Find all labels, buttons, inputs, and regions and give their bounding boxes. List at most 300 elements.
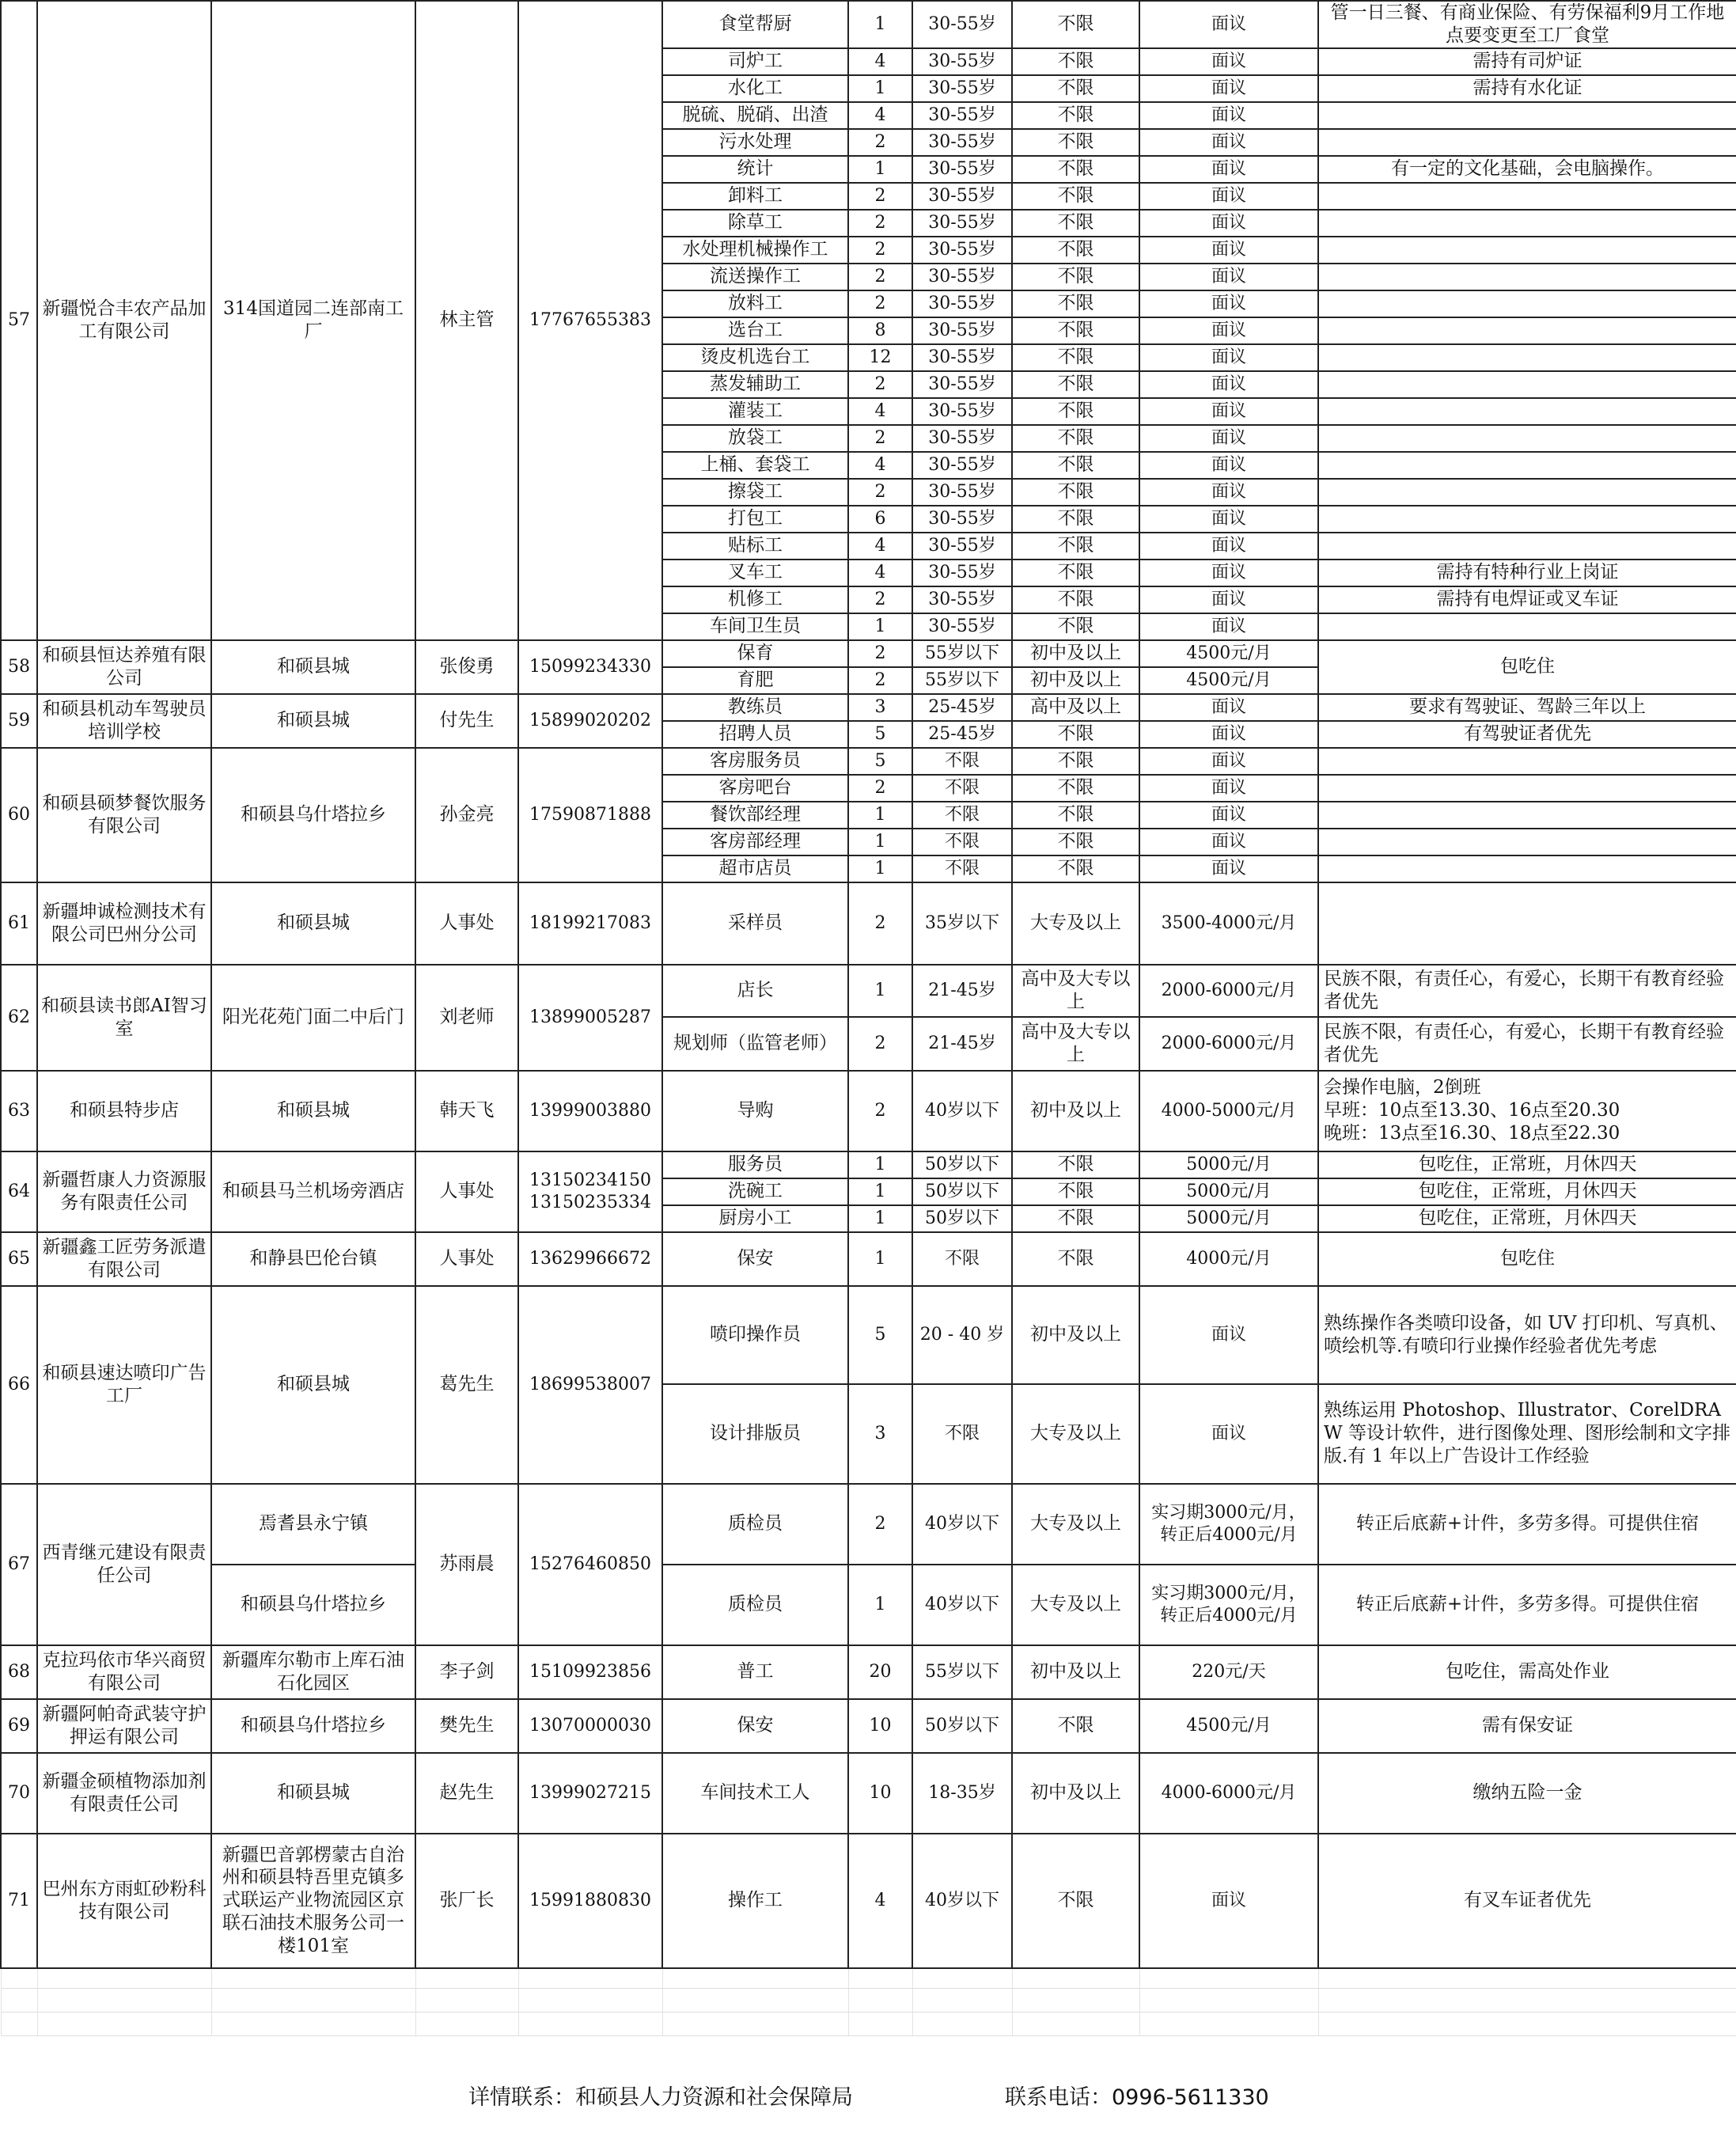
age-requirement-cell: 40岁以下 [912,1071,1012,1151]
empty-cell [1012,2013,1139,2036]
salary-cell: 4000-5000元/月 [1139,1071,1318,1151]
job-title-cell: 餐饮部经理 [662,802,848,829]
job-notes-cell [1318,748,1736,775]
phone-cell: 13899005287 [518,965,662,1071]
headcount-cell: 1 [848,1151,912,1178]
empty-cell [37,1968,211,1989]
job-title-cell: 蒸发辅助工 [662,371,848,398]
job-title-cell: 打包工 [662,506,848,533]
empty-cell [848,2013,912,2036]
job-notes-cell: 需持有水化证 [1318,75,1736,102]
empty-row [1,1989,1736,2013]
job-title-cell: 导购 [662,1071,848,1151]
headcount-cell: 2 [848,1484,912,1565]
job-notes-cell [1318,102,1736,129]
row-number-cell: 68 [1,1645,37,1699]
salary-cell: 4000-6000元/月 [1139,1753,1318,1834]
phone-cell: 15099234330 [518,640,662,694]
phone-cell: 17590871888 [518,748,662,882]
education-cell: 不限 [1012,425,1139,452]
company-cell: 和硕县恒达养殖有限公司 [37,640,211,694]
empty-cell [415,1989,518,2013]
salary-cell: 面议 [1139,721,1318,748]
row-number-cell: 69 [1,1699,37,1753]
job-notes-cell: 有驾驶证者优先 [1318,721,1736,748]
empty-cell [1012,1989,1139,2013]
headcount-cell: 12 [848,344,912,371]
row-number-cell: 66 [1,1286,37,1484]
salary-cell: 实习期3000元/月，转正后4000元/月 [1139,1484,1318,1565]
empty-cell [912,2013,1012,2036]
salary-cell: 面议 [1139,264,1318,290]
age-requirement-cell: 30-55岁 [912,156,1012,183]
age-requirement-cell: 不限 [912,1232,1012,1286]
contact-person-cell: 李子剑 [415,1645,518,1699]
headcount-cell: 1 [848,855,912,882]
contact-person-cell: 樊先生 [415,1699,518,1753]
table-row [1,1834,1736,1968]
job-notes-cell: 需有保安证 [1318,1699,1736,1753]
salary-cell: 4000元/月 [1139,1232,1318,1286]
headcount-cell: 2 [848,183,912,210]
job-notes-cell [1318,533,1736,560]
job-notes-cell: 要求有驾驶证、驾龄三年以上 [1318,694,1736,721]
job-notes-cell: 有叉车证者优先 [1318,1834,1736,1968]
phone-cell: 13999027215 [518,1753,662,1834]
education-cell: 不限 [1012,398,1139,425]
headcount-cell: 1 [848,1178,912,1205]
education-cell: 不限 [1012,102,1139,129]
headcount-cell: 2 [848,237,912,264]
salary-cell: 面议 [1139,398,1318,425]
row-number-cell: 61 [1,882,37,965]
empty-cell [518,2013,662,2036]
phone-cell: 13999003880 [518,1071,662,1151]
salary-cell: 面议 [1139,1834,1318,1968]
job-title-cell: 放袋工 [662,425,848,452]
education-cell: 不限 [1012,129,1139,156]
address-cell: 新疆巴音郭楞蒙古自治州和硕县特吾里克镇多式联运产业物流园区京联石油技术服务公司一楼101室 [211,1834,415,1968]
salary-cell: 面议 [1139,183,1318,210]
education-cell: 高中及以上 [1012,694,1139,721]
headcount-cell: 4 [848,48,912,75]
empty-row [1,2013,1736,2036]
company-cell: 和硕县机动车驾驶员培训学校 [37,694,211,748]
job-notes-cell [1318,613,1736,640]
age-requirement-cell: 30-55岁 [912,1,1012,48]
headcount-cell: 1 [848,1,912,48]
salary-cell: 2000-6000元/月 [1139,965,1318,1017]
job-notes-cell: 包吃住 [1318,640,1736,694]
education-cell: 不限 [1012,855,1139,882]
job-title-cell: 保育 [662,640,848,667]
job-notes-cell: 熟练运用 Photoshop、Illustrator、CorelDRAW 等设计软件，进行图像处理、图形绘制和文字排版.有 1 年以上广告设计工作经验 [1318,1384,1736,1484]
education-cell: 初中及以上 [1012,1071,1139,1151]
job-title-cell: 超市店员 [662,855,848,882]
age-requirement-cell: 30-55岁 [912,102,1012,129]
job-title-cell: 设计排版员 [662,1384,848,1484]
headcount-cell: 1 [848,802,912,829]
table-row [1,1565,1736,1645]
job-title-cell: 客房吧台 [662,775,848,802]
job-title-cell: 统计 [662,156,848,183]
age-requirement-cell: 30-55岁 [912,613,1012,640]
age-requirement-cell: 30-55岁 [912,317,1012,344]
age-requirement-cell: 30-55岁 [912,264,1012,290]
job-notes-cell: 熟练操作各类喷印设备，如 UV 打印机、写真机、喷绘机等.有喷印行业操作经验者优先考虑 [1318,1286,1736,1384]
job-title-cell: 上桶、套袋工 [662,452,848,479]
age-requirement-cell: 50岁以下 [912,1699,1012,1753]
job-title-cell: 店长 [662,965,848,1017]
headcount-cell: 2 [848,640,912,667]
salary-cell: 4500元/月 [1139,640,1318,667]
address-cell: 和硕县乌什塔拉乡 [211,1565,415,1645]
job-notes-cell [1318,506,1736,533]
education-cell: 不限 [1012,1232,1139,1286]
age-requirement-cell: 21-45岁 [912,965,1012,1017]
phone-cell: 18699538007 [518,1286,662,1484]
job-notes-cell [1318,344,1736,371]
empty-row [1,1968,1736,1989]
table-row [1,882,1736,965]
salary-cell: 面议 [1139,210,1318,237]
headcount-cell: 2 [848,425,912,452]
headcount-cell: 2 [848,290,912,317]
headcount-cell: 1 [848,829,912,855]
company-cell: 新疆坤诚检测技术有限公司巴州分公司 [37,882,211,965]
job-title-cell: 育肥 [662,667,848,694]
education-cell: 初中及以上 [1012,640,1139,667]
job-title-cell: 脱硫、脱硝、出渣 [662,102,848,129]
job-title-cell: 除草工 [662,210,848,237]
headcount-cell: 10 [848,1699,912,1753]
job-notes-cell: 包吃住 [1318,1232,1736,1286]
headcount-cell: 4 [848,1834,912,1968]
job-title-cell: 保安 [662,1232,848,1286]
job-title-cell: 质检员 [662,1484,848,1565]
headcount-cell: 2 [848,371,912,398]
age-requirement-cell: 30-55岁 [912,560,1012,586]
education-cell: 高中及大专以上 [1012,1017,1139,1071]
phone-cell: 15899020202 [518,694,662,748]
salary-cell: 面议 [1139,479,1318,506]
salary-cell: 面议 [1139,317,1318,344]
company-cell: 和硕县硕梦餐饮服务有限公司 [37,748,211,882]
job-title-cell: 操作工 [662,1834,848,1968]
empty-cell [1,2013,37,2036]
salary-cell: 实习期3000元/月，转正后4000元/月 [1139,1565,1318,1645]
salary-cell: 3500-4000元/月 [1139,882,1318,965]
headcount-cell: 3 [848,694,912,721]
job-notes-cell: 民族不限，有责任心，有爱心，长期干有教育经验者优先 [1318,1017,1736,1071]
address-cell: 和硕县城 [211,1071,415,1151]
headcount-cell: 5 [848,748,912,775]
table-row [1,1484,1736,1565]
table-row [1,1645,1736,1699]
contact-person-cell: 刘老师 [415,965,518,1071]
headcount-cell: 5 [848,721,912,748]
education-cell: 不限 [1012,75,1139,102]
education-cell: 初中及以上 [1012,667,1139,694]
headcount-cell: 4 [848,533,912,560]
education-cell: 不限 [1012,344,1139,371]
table-row [1,1753,1736,1834]
company-cell: 新疆阿帕奇武装守护押运有限公司 [37,1699,211,1753]
contact-person-cell: 赵先生 [415,1753,518,1834]
table-row [1,1232,1736,1286]
job-title-cell: 污水处理 [662,129,848,156]
address-cell: 和静县巴伦台镇 [211,1232,415,1286]
education-cell: 不限 [1012,1699,1139,1753]
age-requirement-cell: 30-55岁 [912,586,1012,613]
education-cell: 不限 [1012,533,1139,560]
table-row [1,640,1736,667]
table-row [1,1286,1736,1384]
job-notes-cell [1318,479,1736,506]
job-notes-cell: 需持有特种行业上岗证 [1318,560,1736,586]
job-title-cell: 卸料工 [662,183,848,210]
address-cell: 和硕县马兰机场旁酒店 [211,1151,415,1232]
job-notes-cell: 转正后底薪+计件，多劳多得。可提供住宿 [1318,1565,1736,1645]
row-number-cell: 57 [1,1,37,640]
age-requirement-cell: 30-55岁 [912,48,1012,75]
empty-cell [211,2013,415,2036]
job-notes-cell [1318,882,1736,965]
age-requirement-cell: 25-45岁 [912,721,1012,748]
education-cell: 不限 [1012,452,1139,479]
job-title-cell: 喷印操作员 [662,1286,848,1384]
headcount-cell: 3 [848,1384,912,1484]
job-title-cell: 客房服务员 [662,748,848,775]
contact-person-cell: 林主管 [415,1,518,640]
job-title-cell: 厨房小工 [662,1205,848,1232]
headcount-cell: 10 [848,1753,912,1834]
age-requirement-cell: 30-55岁 [912,75,1012,102]
row-number-cell: 64 [1,1151,37,1232]
age-requirement-cell: 30-55岁 [912,371,1012,398]
empty-cell [912,1989,1012,2013]
salary-cell: 5000元/月 [1139,1205,1318,1232]
education-cell: 不限 [1012,1834,1139,1968]
company-cell: 新疆哲康人力资源服务有限责任公司 [37,1151,211,1232]
salary-cell: 面议 [1139,1384,1318,1484]
address-cell: 和硕县城 [211,1753,415,1834]
education-cell: 初中及以上 [1012,1753,1139,1834]
age-requirement-cell: 55岁以下 [912,640,1012,667]
salary-cell: 面议 [1139,102,1318,129]
job-notes-cell: 包吃住，正常班，月休四天 [1318,1178,1736,1205]
contact-person-cell: 韩天飞 [415,1071,518,1151]
headcount-cell: 4 [848,560,912,586]
salary-cell: 面议 [1139,237,1318,264]
salary-cell: 面议 [1139,829,1318,855]
empty-cell [1318,1989,1736,2013]
contact-person-cell: 人事处 [415,1151,518,1232]
headcount-cell: 2 [848,882,912,965]
headcount-cell: 4 [848,452,912,479]
headcount-cell: 4 [848,398,912,425]
empty-cell [415,1968,518,1989]
job-title-cell: 放料工 [662,290,848,317]
salary-cell: 面议 [1139,344,1318,371]
job-notes-cell: 需持有电焊证或叉车证 [1318,586,1736,613]
table-row [1,965,1736,1017]
headcount-cell: 5 [848,1286,912,1384]
age-requirement-cell: 不限 [912,748,1012,775]
job-notes-cell [1318,237,1736,264]
empty-cell [662,1968,848,1989]
salary-cell: 面议 [1139,290,1318,317]
salary-cell: 2000-6000元/月 [1139,1017,1318,1071]
row-number-cell: 62 [1,965,37,1071]
salary-cell: 面议 [1139,694,1318,721]
contact-person-cell: 葛先生 [415,1286,518,1484]
age-requirement-cell: 30-55岁 [912,425,1012,452]
row-number-cell: 71 [1,1834,37,1968]
education-cell: 不限 [1012,1,1139,48]
address-cell: 阳光花苑门面二中后门 [211,965,415,1071]
job-notes-cell: 会操作电脑，2倒班 早班：10点至13.30、16点至20.30 晚班：13点至16.30、18点至22.30 [1318,1071,1736,1151]
company-cell: 新疆悦合丰农产品加工有限公司 [37,1,211,640]
table-row [1,1699,1736,1753]
job-title-cell: 擦袋工 [662,479,848,506]
salary-cell: 面议 [1139,855,1318,882]
job-title-cell: 招聘人员 [662,721,848,748]
contact-person-cell: 张俊勇 [415,640,518,694]
headcount-cell: 1 [848,965,912,1017]
headcount-cell: 2 [848,264,912,290]
age-requirement-cell: 25-45岁 [912,694,1012,721]
salary-cell: 面议 [1139,748,1318,775]
job-notes-cell [1318,425,1736,452]
headcount-cell: 4 [848,102,912,129]
headcount-cell: 1 [848,1232,912,1286]
salary-cell: 面议 [1139,613,1318,640]
education-cell: 不限 [1012,210,1139,237]
job-title-cell: 质检员 [662,1565,848,1645]
company-cell: 克拉玛依市华兴商贸有限公司 [37,1645,211,1699]
job-notes-cell: 包吃住，正常班，月休四天 [1318,1151,1736,1178]
salary-cell: 面议 [1139,75,1318,102]
education-cell: 不限 [1012,775,1139,802]
job-notes-cell: 转正后底薪+计件，多劳多得。可提供住宿 [1318,1484,1736,1565]
headcount-cell: 2 [848,1071,912,1151]
age-requirement-cell: 不限 [912,1384,1012,1484]
headcount-cell: 6 [848,506,912,533]
headcount-cell: 2 [848,210,912,237]
empty-cell [1139,1968,1318,1989]
salary-cell: 面议 [1139,452,1318,479]
phone-cell: 17767655383 [518,1,662,640]
salary-cell: 面议 [1139,48,1318,75]
salary-cell: 面议 [1139,1286,1318,1384]
age-requirement-cell: 40岁以下 [912,1484,1012,1565]
education-cell: 不限 [1012,829,1139,855]
age-requirement-cell: 21-45岁 [912,1017,1012,1071]
row-number-cell: 70 [1,1753,37,1834]
job-title-cell: 食堂帮厨 [662,1,848,48]
age-requirement-cell: 20 - 40 岁 [912,1286,1012,1384]
age-requirement-cell: 30-55岁 [912,533,1012,560]
company-cell: 新疆鑫工匠劳务派遣有限公司 [37,1232,211,1286]
age-requirement-cell: 30-55岁 [912,210,1012,237]
empty-cell [37,2013,211,2036]
contact-person-cell: 人事处 [415,882,518,965]
age-requirement-cell: 30-55岁 [912,479,1012,506]
salary-cell: 面议 [1139,506,1318,533]
age-requirement-cell: 50岁以下 [912,1205,1012,1232]
empty-cell [848,1989,912,2013]
address-cell: 和硕县乌什塔拉乡 [211,1699,415,1753]
age-requirement-cell: 30-55岁 [912,129,1012,156]
job-title-cell: 车间卫生员 [662,613,848,640]
age-requirement-cell: 30-55岁 [912,237,1012,264]
education-cell: 不限 [1012,1151,1139,1178]
job-notes-cell: 缴纳五险一金 [1318,1753,1736,1834]
job-notes-cell [1318,264,1736,290]
education-cell: 不限 [1012,183,1139,210]
salary-cell: 面议 [1139,775,1318,802]
salary-cell: 面议 [1139,425,1318,452]
salary-cell: 5000元/月 [1139,1178,1318,1205]
job-title-cell: 服务员 [662,1151,848,1178]
job-notes-cell: 管一日三餐、有商业保险、有劳保福利9月工作地点要变更至工厂食堂 [1318,1,1736,48]
empty-cell [518,1968,662,1989]
age-requirement-cell: 18-35岁 [912,1753,1012,1834]
empty-cell [37,1989,211,2013]
education-cell: 不限 [1012,613,1139,640]
education-cell: 不限 [1012,479,1139,506]
company-cell: 新疆金硕植物添加剂有限责任公司 [37,1753,211,1834]
salary-cell: 220元/天 [1139,1645,1318,1699]
empty-cell [211,1968,415,1989]
age-requirement-cell: 30-55岁 [912,290,1012,317]
age-requirement-cell: 30-55岁 [912,183,1012,210]
empty-cell [211,1989,415,2013]
job-notes-cell [1318,371,1736,398]
headcount-cell: 8 [848,317,912,344]
job-notes-cell [1318,829,1736,855]
contact-person-cell: 人事处 [415,1232,518,1286]
address-cell: 焉耆县永宁镇 [211,1484,415,1565]
address-cell: 和硕县城 [211,882,415,965]
job-notes-cell [1318,317,1736,344]
company-cell: 和硕县特步店 [37,1071,211,1151]
education-cell: 不限 [1012,586,1139,613]
job-title-cell: 保安 [662,1699,848,1753]
salary-cell: 面议 [1139,586,1318,613]
empty-cell [1,1989,37,2013]
headcount-cell: 2 [848,586,912,613]
education-cell: 不限 [1012,156,1139,183]
address-cell: 新疆库尔勒市上库石油石化园区 [211,1645,415,1699]
age-requirement-cell: 50岁以下 [912,1178,1012,1205]
education-cell: 不限 [1012,371,1139,398]
headcount-cell: 2 [848,129,912,156]
education-cell: 不限 [1012,264,1139,290]
job-title-cell: 车间技术工人 [662,1753,848,1834]
address-cell: 和硕县城 [211,640,415,694]
salary-cell: 面议 [1139,560,1318,586]
address-cell: 和硕县城 [211,1286,415,1484]
row-number-cell: 60 [1,748,37,882]
age-requirement-cell: 40岁以下 [912,1565,1012,1645]
headcount-cell: 20 [848,1645,912,1699]
education-cell: 不限 [1012,1178,1139,1205]
education-cell: 高中及大专以上 [1012,965,1139,1017]
job-title-cell: 烫皮机选台工 [662,344,848,371]
headcount-cell: 1 [848,156,912,183]
